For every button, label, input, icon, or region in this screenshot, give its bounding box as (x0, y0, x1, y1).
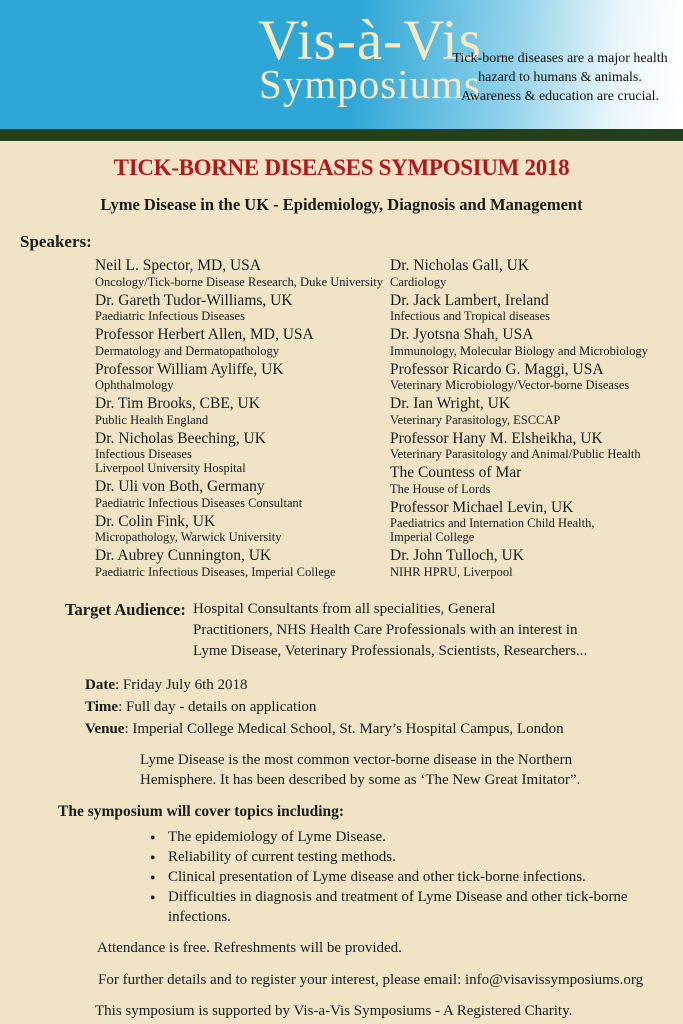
speaker-entry (95, 514, 390, 545)
speaker-entry (390, 431, 648, 462)
speaker-name: Dr. Nicholas Gall, UK (390, 257, 530, 274)
speaker-role: Cardiology (390, 274, 447, 289)
target-audience-line: Practitioners, NHS Health Care Professionals with an interest in (193, 621, 578, 638)
speaker-entry (390, 500, 648, 545)
speaker-entry (390, 293, 648, 324)
topic-text: Clinical presentation of Lyme disease and other tick-borne infections. (168, 868, 586, 885)
speaker-name: Professor Michael Levin, UK (390, 498, 574, 516)
attendance-note: Attendance is free. Refreshments will be provided. (97, 939, 402, 956)
event-details (85, 674, 683, 740)
speaker-entry (390, 396, 648, 427)
speaker-role: Oncology/Tick-borne Disease Research, Duke University (95, 274, 384, 289)
speaker-role: The House of Lords (390, 481, 491, 496)
speaker-role: Dermatology and Dermatopathology (95, 343, 279, 358)
detail-row-time (85, 696, 683, 718)
speaker-entry (390, 465, 648, 496)
speaker-role: Veterinary Parasitology, ESCCAP (390, 412, 561, 427)
description-line: Hemisphere. It has been described by some as ‘The New Great Imitator”. (140, 771, 581, 788)
date-label: Date (85, 676, 115, 693)
speaker-role: Veterinary Microbiology/Vector-borne Diseases (390, 378, 630, 392)
list-item (150, 887, 683, 927)
time-value: : Full day - details on application (118, 698, 317, 715)
detail-row-date (85, 674, 683, 696)
bullet-icon: ● (150, 831, 156, 842)
speaker-role: Imperial College (390, 530, 475, 544)
speaker-role: Veterinary Parasitology and Animal/Public Health (390, 447, 641, 461)
list-item (150, 867, 683, 887)
topic-text: Reliability of current testing methods. (168, 848, 396, 865)
speaker-name: Dr. Uli von Both, Germany (95, 478, 265, 495)
tagline-line: Awareness & education are crucial. (460, 89, 660, 104)
bullet-icon: ● (150, 891, 156, 902)
speaker-name: Dr. Jyotsna Shah, USA (390, 326, 534, 343)
speaker-name: Professor Herbert Allen, MD, USA (95, 326, 314, 343)
speaker-role: Ophthalmology (95, 378, 174, 392)
speaker-role: Paediatric Infectious Diseases Consultant (95, 495, 303, 510)
speaker-name: The Countess of Mar (390, 464, 522, 481)
speakers-column-left (95, 258, 390, 583)
speakers-heading: Speakers: (20, 232, 92, 251)
speaker-role: Paediatric Infectious Diseases (95, 309, 245, 323)
speaker-role: Immunology, Molecular Biology and Microbiology (390, 343, 648, 358)
speaker-role: Infectious Diseases (95, 447, 192, 461)
speaker-name: Professor Ricardo G. Maggi, USA (390, 360, 604, 378)
time-label: Time (85, 698, 119, 715)
speaker-entry (95, 293, 390, 324)
tagline-line: hazard to humans & animals. (478, 70, 642, 85)
description-line: Lyme Disease is the most common vector-borne disease in the Northern (140, 751, 573, 768)
list-item (150, 847, 683, 867)
speaker-role: Paediatric Infectious Diseases, Imperial College (95, 564, 336, 579)
speaker-name: Dr. Jack Lambert, Ireland (390, 291, 549, 309)
speaker-name: Professor William Ayliffe, UK (95, 360, 284, 378)
speaker-entry (95, 548, 390, 579)
target-audience-text (193, 599, 587, 662)
green-divider-bar (0, 129, 683, 141)
speaker-entry (95, 327, 390, 358)
list-item (150, 827, 683, 847)
speaker-role: Micropathology, Warwick University (95, 530, 282, 544)
detail-row-venue (85, 718, 683, 740)
topics-list (150, 827, 683, 927)
speaker-entry (390, 362, 648, 393)
speaker-role: Liverpool University Hospital (95, 461, 246, 475)
lyme-description (140, 750, 683, 790)
speakers-columns (95, 258, 683, 583)
target-audience-line: Hospital Consultants from all specialities, General (193, 600, 496, 617)
venue-value: : Imperial College Medical School, St. Mary’s Hospital Campus, London (124, 720, 564, 737)
charity-support-line: This symposium is supported by Vis-a-Vis Symposiums - A Registered Charity. (95, 1002, 573, 1019)
contact-email-line: For further details and to register your interest, please email: info@visavissymposiums.org (98, 971, 644, 988)
speaker-role: NIHR HPRU, Liverpool (390, 564, 513, 579)
tagline-line: Tick-borne diseases are a major health (452, 51, 668, 66)
venue-label: Venue (85, 720, 125, 737)
speaker-name: Dr. Colin Fink, UK (95, 512, 216, 530)
header-tagline (441, 49, 679, 106)
speaker-entry (95, 362, 390, 393)
page-title: TICK-BORNE DISEASES SYMPOSIUM 2018 (113, 155, 570, 180)
speaker-entry (390, 327, 648, 358)
logo-wordmark-bottom: Symposiums (259, 61, 481, 107)
bullet-icon: ● (150, 871, 156, 882)
speaker-name: Dr. Aubrey Cunnington, UK (95, 547, 272, 564)
target-audience-label: Target Audience: (65, 599, 186, 619)
page-subtitle: Lyme Disease in the UK - Epidemiology, Diagnosis and Management (100, 195, 583, 214)
speaker-name: Dr. Ian Wright, UK (390, 395, 511, 412)
header-banner (0, 0, 683, 129)
speaker-role: Paediatrics and Internation Child Health, (390, 516, 595, 530)
speaker-name: Dr. John Tulloch, UK (390, 547, 524, 564)
speaker-entry (95, 258, 390, 289)
topics-heading: The symposium will cover topics including: (58, 802, 345, 820)
topic-text: The epidemiology of Lyme Disease. (168, 828, 386, 845)
speaker-entry (390, 548, 648, 579)
speaker-role: Infectious and Tropical diseases (390, 309, 551, 323)
speaker-entry (95, 431, 390, 476)
speaker-name: Neil L. Spector, MD, USA (95, 257, 261, 274)
logo-wordmark-top: Vis-à-Vis (258, 9, 482, 72)
speaker-name: Dr. Tim Brooks, CBE, UK (95, 395, 260, 412)
speaker-name: Professor Hany M. Elsheikha, UK (390, 429, 603, 447)
target-audience-line: Lyme Disease, Veterinary Professionals, Scientists, Researchers... (193, 642, 588, 659)
speaker-entry (95, 479, 390, 510)
speaker-name: Dr. Nicholas Beeching, UK (95, 429, 266, 447)
speaker-role: Public Health England (95, 412, 209, 427)
bullet-icon: ● (150, 851, 156, 862)
speakers-column-right (390, 258, 648, 583)
date-value: : Friday July 6th 2018 (115, 676, 248, 693)
topic-text: Difficulties in diagnosis and treatment of Lyme Disease and other tick-borne infections. (168, 888, 628, 925)
speaker-entry (390, 258, 648, 289)
speaker-name: Dr. Gareth Tudor-Williams, UK (95, 291, 293, 309)
speaker-entry (95, 396, 390, 427)
target-audience-section (65, 599, 683, 662)
